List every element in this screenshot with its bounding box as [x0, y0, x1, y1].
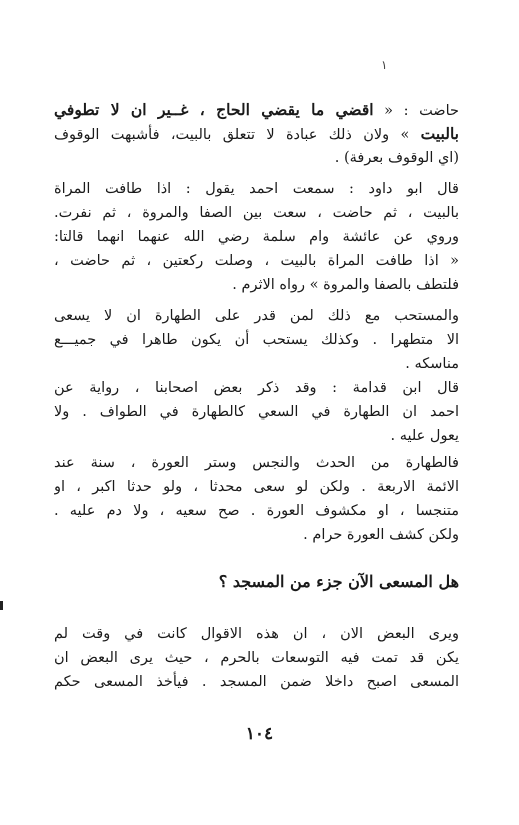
- paragraph-1: [54, 98, 459, 170]
- text-run: يعول عليه .: [390, 428, 459, 444]
- text-run: بالبيت ، ثم حاضت ، سعت بين الصفا والمروة ، ثم نفرت.: [54, 205, 459, 221]
- margin-mark: [0, 601, 3, 610]
- emphasized-text: اقضي ما يقضي الحاج ، غــير ان لا تطوفي: [54, 100, 374, 119]
- text-run: ولكن كشف العورة حرام .: [303, 527, 459, 543]
- text-run: متنجسا ، او مكشوف العورة . صح سعيه ، ولا دم عليه .: [54, 503, 459, 519]
- text-run: يكن قد تمت فيه التوسعات بالحرم ، حيث يرى البعض ان: [54, 650, 459, 666]
- text-line: [54, 249, 459, 273]
- text-line: [54, 146, 459, 170]
- text-line: [54, 273, 459, 297]
- text-line: [54, 451, 459, 475]
- paragraph-4: [54, 376, 459, 448]
- text-run: « اذا طافت المراة بالبيت ، وصلت ركعتين ، ثم حاضت ،: [54, 253, 459, 269]
- paragraph-6: [54, 622, 459, 694]
- text-line: [54, 523, 459, 547]
- text-line: [54, 499, 459, 523]
- text-run: حاضت : «: [373, 103, 459, 119]
- section-heading: هل المسعى الآن جزء من المسجد ؟: [218, 572, 459, 591]
- text-line: [54, 670, 459, 694]
- text-run: فالطهارة من الحدث والنجس وستر العورة ، سنة عند: [54, 455, 459, 471]
- text-run: مناسكه .: [405, 356, 459, 372]
- emphasized-text: بالبيت: [420, 124, 459, 143]
- text-line: [54, 376, 459, 400]
- text-line: [54, 98, 459, 122]
- text-line: [54, 475, 459, 499]
- text-run: احمد ان الطهارة في السعي كالطهارة في الطواف . ولا: [54, 404, 459, 420]
- text-line: [54, 424, 459, 448]
- text-run: (اي الوقوف بعرفة) .: [334, 150, 459, 166]
- text-line: [54, 400, 459, 424]
- text-run: الائمة الاربعة . ولكن لو سعى محدثا ، ولو حدثا اكبر ، او: [54, 479, 459, 495]
- text-run: ويرى البعض الان ، ان هذه الاقوال كانت في وقت لم: [54, 626, 459, 642]
- page-number: ١٠٤: [245, 724, 274, 744]
- text-line: [54, 304, 459, 328]
- text-run: قال ابو داود : سمعت احمد يقول : اذا طافت المراة: [54, 181, 459, 197]
- text-line: [54, 122, 459, 146]
- top-mark: ١: [381, 58, 388, 72]
- text-run: فلتطف بالصفا والمروة » رواه الاثرم .: [232, 277, 459, 293]
- paragraph-2: [54, 177, 459, 297]
- text-run: والمستحب مع ذلك لمن قدر على الطهارة ان لا يسعى: [54, 308, 459, 324]
- text-run: الا متطهرا . وكذلك يستحب أن يكون طاهرا في جميـــع: [54, 332, 459, 348]
- text-line: [54, 177, 459, 201]
- text-line: [54, 646, 459, 670]
- text-line: [54, 225, 459, 249]
- text-run: قال ابن قدامة : وقد ذكر بعض اصحابنا ، رواية عن: [54, 380, 459, 396]
- text-run: المسعى اصبح داخلا ضمن المسجد . فيأخذ المسعى حكم: [54, 674, 459, 690]
- text-line: [54, 201, 459, 225]
- text-run: » ولان ذلك عبادة لا تتعلق بالبيت، فأشبهت الوقوف: [54, 127, 421, 143]
- text-line: [54, 328, 459, 352]
- text-line: [54, 622, 459, 646]
- text-line: [54, 352, 459, 376]
- text-run: وروي عن عائشة وام سلمة رضي الله عنهما انهما قالتا:: [54, 229, 459, 245]
- paragraph-5: [54, 451, 459, 547]
- paragraph-3: [54, 304, 459, 376]
